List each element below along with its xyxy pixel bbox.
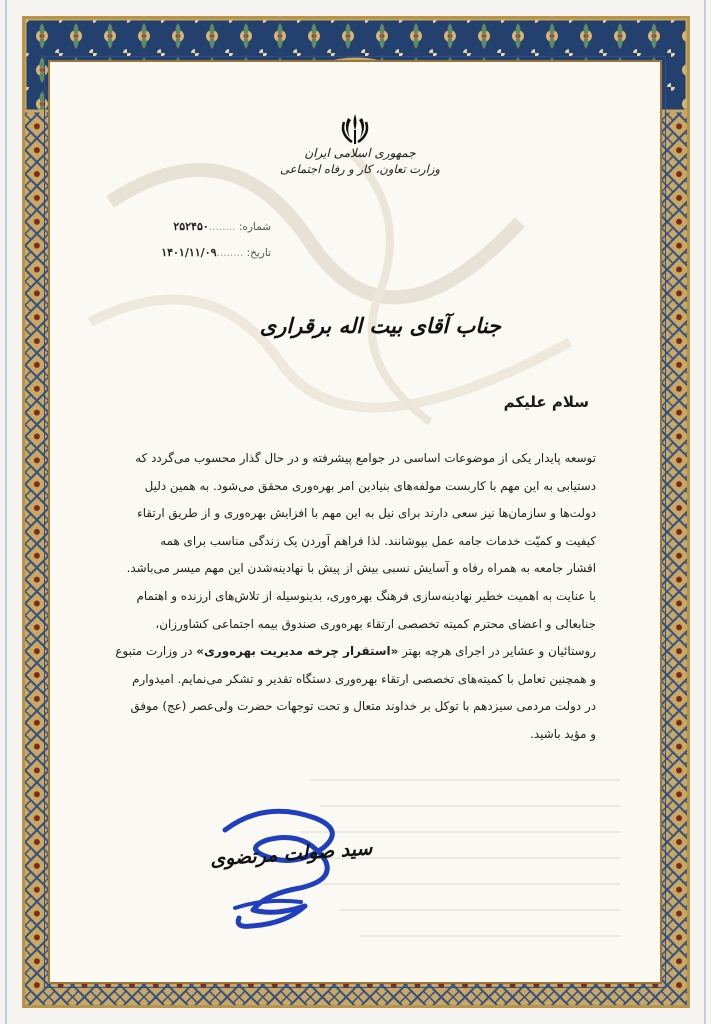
greeting: سلام علیکم bbox=[503, 393, 589, 411]
date-value: ۱۴۰۱/۱۱/۰۹ bbox=[161, 246, 217, 259]
body-line: دولت‌ها و سازمان‌ها نیز سعی دارند برای نیل به این مهم با افزایش بهره‌وری و از طریق ارتقاء bbox=[137, 506, 596, 521]
iran-emblem-icon bbox=[338, 110, 372, 148]
body-line: با عنایت به اهمیت خطیر نهادینه‌سازی فرهنگ بهره‌وری، بدینوسیله از تلاش‌های ارزنده و اهتمام bbox=[136, 588, 596, 603]
body-line: توسعه پایدار یکی از موضوعات اساسی در جوامع پیشرفته و در حال گذار محسوب می‌گردد که bbox=[135, 451, 596, 465]
number-value: ۲۵۲۴۵۰ bbox=[173, 220, 209, 233]
header-ministry: وزارت تعاون، کار و رفاه اجتماعی bbox=[280, 162, 440, 176]
body-line: و همچنین تعامل با کمیته‌های تخصصی ارتقاء بهره‌وری دستگاه تقدیر و تشکر می‌نمایم. امیدوارم bbox=[132, 671, 596, 686]
body-line: جنابعالی و اعضای محترم کمیته تخصصی ارتقاء بهره‌وری صندوق بیمه اجتماعی کشاورزان، bbox=[155, 616, 596, 631]
letter-number: شماره: ........۲۵۲۴۵۰ bbox=[173, 220, 271, 233]
body-line: اقشار جامعه به همراه رفاه و آسایش نسبی بیش از پیش با نهادینه‌شدن این مهم میسر می‌باشد. bbox=[126, 561, 596, 576]
number-label: شماره: bbox=[238, 221, 271, 233]
body-line-part: روستائیان و عشایر در اجرای هرچه بهتر bbox=[398, 644, 596, 659]
letter-date: تاریخ: ........۱۴۰۱/۱۱/۰۹ bbox=[161, 246, 271, 259]
body-line-with-emphasis bbox=[115, 638, 596, 666]
ministry-header bbox=[270, 146, 450, 176]
letter-body bbox=[115, 445, 596, 749]
date-label: تاریخ: bbox=[246, 247, 271, 259]
body-line: کیفیت و کمیّت خدمات جامه عمل بپوشانند. لذا فراهم آوردن یک زندگی مناسب برای همه bbox=[160, 533, 596, 548]
signatory-name: سید صولت مرتضوی bbox=[209, 837, 373, 871]
body-line: در دولت مردمی سیزدهم با توکل بر خداوند متعال و تحت توجهات حضرت ولی‌عصر (عج) موفق bbox=[130, 699, 596, 714]
header-country: جمهوری اسلامی ایران bbox=[304, 146, 416, 160]
emphasized-title: «استقرار چرخه مدیریت بهره‌وری» bbox=[196, 644, 399, 659]
body-line: و مؤید باشید. bbox=[530, 726, 596, 741]
body-line: دستیابی به این مهم با کاربست مولفه‌های بنیادین امر بهره‌وری محقق می‌شود. به همین دلیل bbox=[144, 478, 596, 493]
addressee: جناب آقای بیت اله برقراری bbox=[259, 313, 501, 338]
body-line-part: در وزارت متبوع bbox=[115, 644, 197, 659]
